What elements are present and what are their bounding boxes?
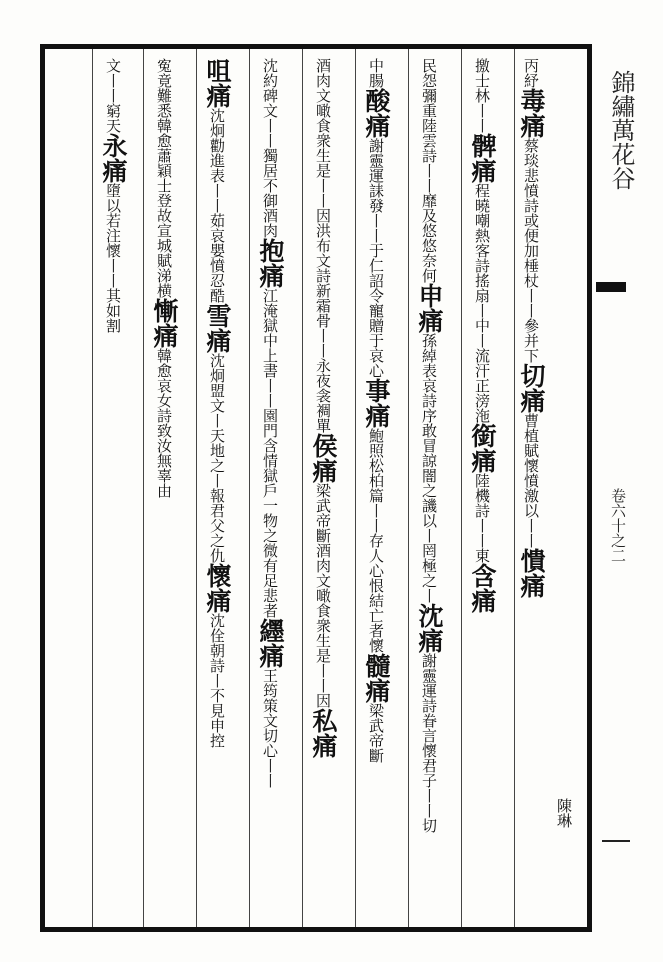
text-column-3 [461, 58, 514, 918]
page-margin [596, 70, 636, 930]
text-line: 陳琳 [555, 798, 573, 828]
text-line: 咀痛沈炯勸進表丨丨茹哀嬰憤忍酷雪痛沈炯盟文丨天地之丨報君父之仇懷痛沈佺朝詩丨不見申控 [203, 58, 232, 748]
text-line: 寃竟難悉韓愈蕭穎士登故宣城賦涕横慚痛韓愈哀女詩致汝無辜由 [150, 58, 179, 498]
text-line: 撽士林丨丨髀痛程曉嘲熱客詩搖扇丨中丨流汗正滂沲銜痛陸機詩丨丨東含痛 [468, 58, 497, 613]
text-column-8 [196, 58, 249, 918]
volume-label: 卷六十之二 [609, 488, 627, 563]
text-column-10 [92, 58, 143, 918]
text-line: 文丨丨窮天永痛墮以若注懷丨丨其如割 [99, 58, 128, 333]
text-column-9 [143, 58, 196, 918]
margin-rule [602, 840, 630, 842]
text-line: 酒肉文噉食衆生是丨丨因洪布文詩新霜骨丨丨永夜衾裯單侯痛梁武帝斷酒肉文噉食衆生是丨丨因私痛 [309, 58, 338, 758]
text-line: 民怨彌重陸雲詩丨丨靡及悠悠奈何申痛孫綽表哀詩序敢冒諒闇之譏以丨罔極之丨沈痛謝靈運詩眷言懷君子丨丨切 [415, 58, 444, 833]
text-column-5 [355, 58, 408, 918]
text-line: 中腸酸痛謝靈運誄發丨丨于仁詔令寵贈于哀心事痛鮑照松柏篇丨丨存人心恨結亡者懷髓痛梁武帝斷 [362, 58, 391, 763]
text-column-2 [514, 58, 554, 918]
text-line: 丙紓毒痛蔡琰悲憤詩或便加棰杖丨丨參并下切痛曹植賦懷憤激以丨丨憒痛 [517, 58, 546, 598]
book-title: 錦繡萬花谷 [607, 70, 635, 190]
text-column-6 [302, 58, 355, 918]
fishtail-mark [596, 282, 626, 292]
text-column-7 [249, 58, 302, 918]
text-column-4 [408, 58, 461, 918]
text-line: 沈約碑文丨丨獨居不御酒肉抱痛江淹獄中上書丨丨園門含情獄戶一物之微有足悲者纆痛王筠策文切心丨丨 [256, 58, 285, 788]
